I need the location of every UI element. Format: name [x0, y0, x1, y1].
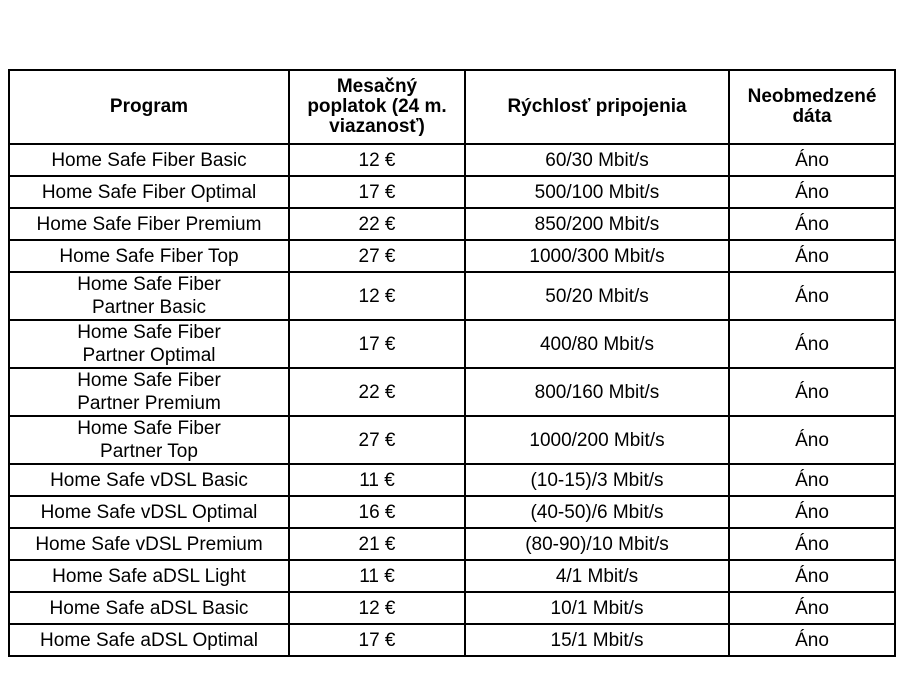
cell-monthly-fee: 27 € [289, 416, 465, 464]
table-body [9, 144, 895, 656]
cell-program: Home Safe Fiber Optimal [9, 176, 289, 208]
cell-monthly-fee: 21 € [289, 528, 465, 560]
cell-unlimited-data: Áno [729, 368, 895, 416]
table-row [9, 368, 895, 416]
cell-monthly-fee: 22 € [289, 208, 465, 240]
table-row [9, 592, 895, 624]
cell-program: Home Safe aDSL Basic [9, 592, 289, 624]
header-monthly-fee: Mesačný poplatok (24 m. viazanosť) [289, 70, 465, 144]
cell-connection-speed: 60/30 Mbit/s [465, 144, 729, 176]
cell-unlimited-data: Áno [729, 272, 895, 320]
table-row [9, 464, 895, 496]
cell-monthly-fee: 11 € [289, 464, 465, 496]
pricing-table [8, 69, 896, 657]
table-row [9, 528, 895, 560]
cell-program: Home Safe Fiber Partner Top [9, 416, 289, 464]
cell-connection-speed: 1000/200 Mbit/s [465, 416, 729, 464]
cell-program: Home Safe vDSL Basic [9, 464, 289, 496]
cell-unlimited-data: Áno [729, 176, 895, 208]
header-row [9, 70, 895, 144]
cell-monthly-fee: 12 € [289, 592, 465, 624]
cell-unlimited-data: Áno [729, 320, 895, 368]
cell-unlimited-data: Áno [729, 592, 895, 624]
cell-monthly-fee: 17 € [289, 624, 465, 656]
table-row [9, 240, 895, 272]
header-unlimited-data: Neobmedzené dáta [729, 70, 895, 144]
cell-unlimited-data: Áno [729, 416, 895, 464]
cell-monthly-fee: 11 € [289, 560, 465, 592]
cell-program: Home Safe Fiber Partner Premium [9, 368, 289, 416]
cell-monthly-fee: 12 € [289, 144, 465, 176]
cell-unlimited-data: Áno [729, 624, 895, 656]
table-header [9, 70, 895, 144]
cell-program: Home Safe Fiber Partner Optimal [9, 320, 289, 368]
cell-monthly-fee: 17 € [289, 320, 465, 368]
cell-connection-speed: (40-50)/6 Mbit/s [465, 496, 729, 528]
table-row [9, 320, 895, 368]
cell-monthly-fee: 16 € [289, 496, 465, 528]
cell-connection-speed: 500/100 Mbit/s [465, 176, 729, 208]
cell-monthly-fee: 12 € [289, 272, 465, 320]
table-row [9, 144, 895, 176]
cell-program: Home Safe vDSL Optimal [9, 496, 289, 528]
cell-connection-speed: 1000/300 Mbit/s [465, 240, 729, 272]
table-row [9, 624, 895, 656]
cell-connection-speed: 800/160 Mbit/s [465, 368, 729, 416]
cell-program: Home Safe Fiber Premium [9, 208, 289, 240]
cell-connection-speed: (10-15)/3 Mbit/s [465, 464, 729, 496]
cell-unlimited-data: Áno [729, 560, 895, 592]
cell-unlimited-data: Áno [729, 464, 895, 496]
cell-program: Home Safe Fiber Basic [9, 144, 289, 176]
cell-unlimited-data: Áno [729, 240, 895, 272]
cell-connection-speed: (80-90)/10 Mbit/s [465, 528, 729, 560]
cell-connection-speed: 4/1 Mbit/s [465, 560, 729, 592]
cell-program: Home Safe vDSL Premium [9, 528, 289, 560]
cell-connection-speed: 10/1 Mbit/s [465, 592, 729, 624]
header-program: Program [9, 70, 289, 144]
cell-connection-speed: 400/80 Mbit/s [465, 320, 729, 368]
cell-unlimited-data: Áno [729, 496, 895, 528]
table-row [9, 416, 895, 464]
header-connection-speed: Rýchlosť pripojenia [465, 70, 729, 144]
cell-monthly-fee: 17 € [289, 176, 465, 208]
cell-unlimited-data: Áno [729, 528, 895, 560]
cell-program: Home Safe Fiber Partner Basic [9, 272, 289, 320]
table-row [9, 208, 895, 240]
cell-monthly-fee: 27 € [289, 240, 465, 272]
cell-unlimited-data: Áno [729, 208, 895, 240]
cell-program: Home Safe aDSL Light [9, 560, 289, 592]
table-row [9, 496, 895, 528]
cell-connection-speed: 850/200 Mbit/s [465, 208, 729, 240]
cell-monthly-fee: 22 € [289, 368, 465, 416]
cell-connection-speed: 15/1 Mbit/s [465, 624, 729, 656]
cell-unlimited-data: Áno [729, 144, 895, 176]
cell-program: Home Safe Fiber Top [9, 240, 289, 272]
table-row [9, 560, 895, 592]
table-row [9, 272, 895, 320]
table-row [9, 176, 895, 208]
cell-connection-speed: 50/20 Mbit/s [465, 272, 729, 320]
cell-program: Home Safe aDSL Optimal [9, 624, 289, 656]
